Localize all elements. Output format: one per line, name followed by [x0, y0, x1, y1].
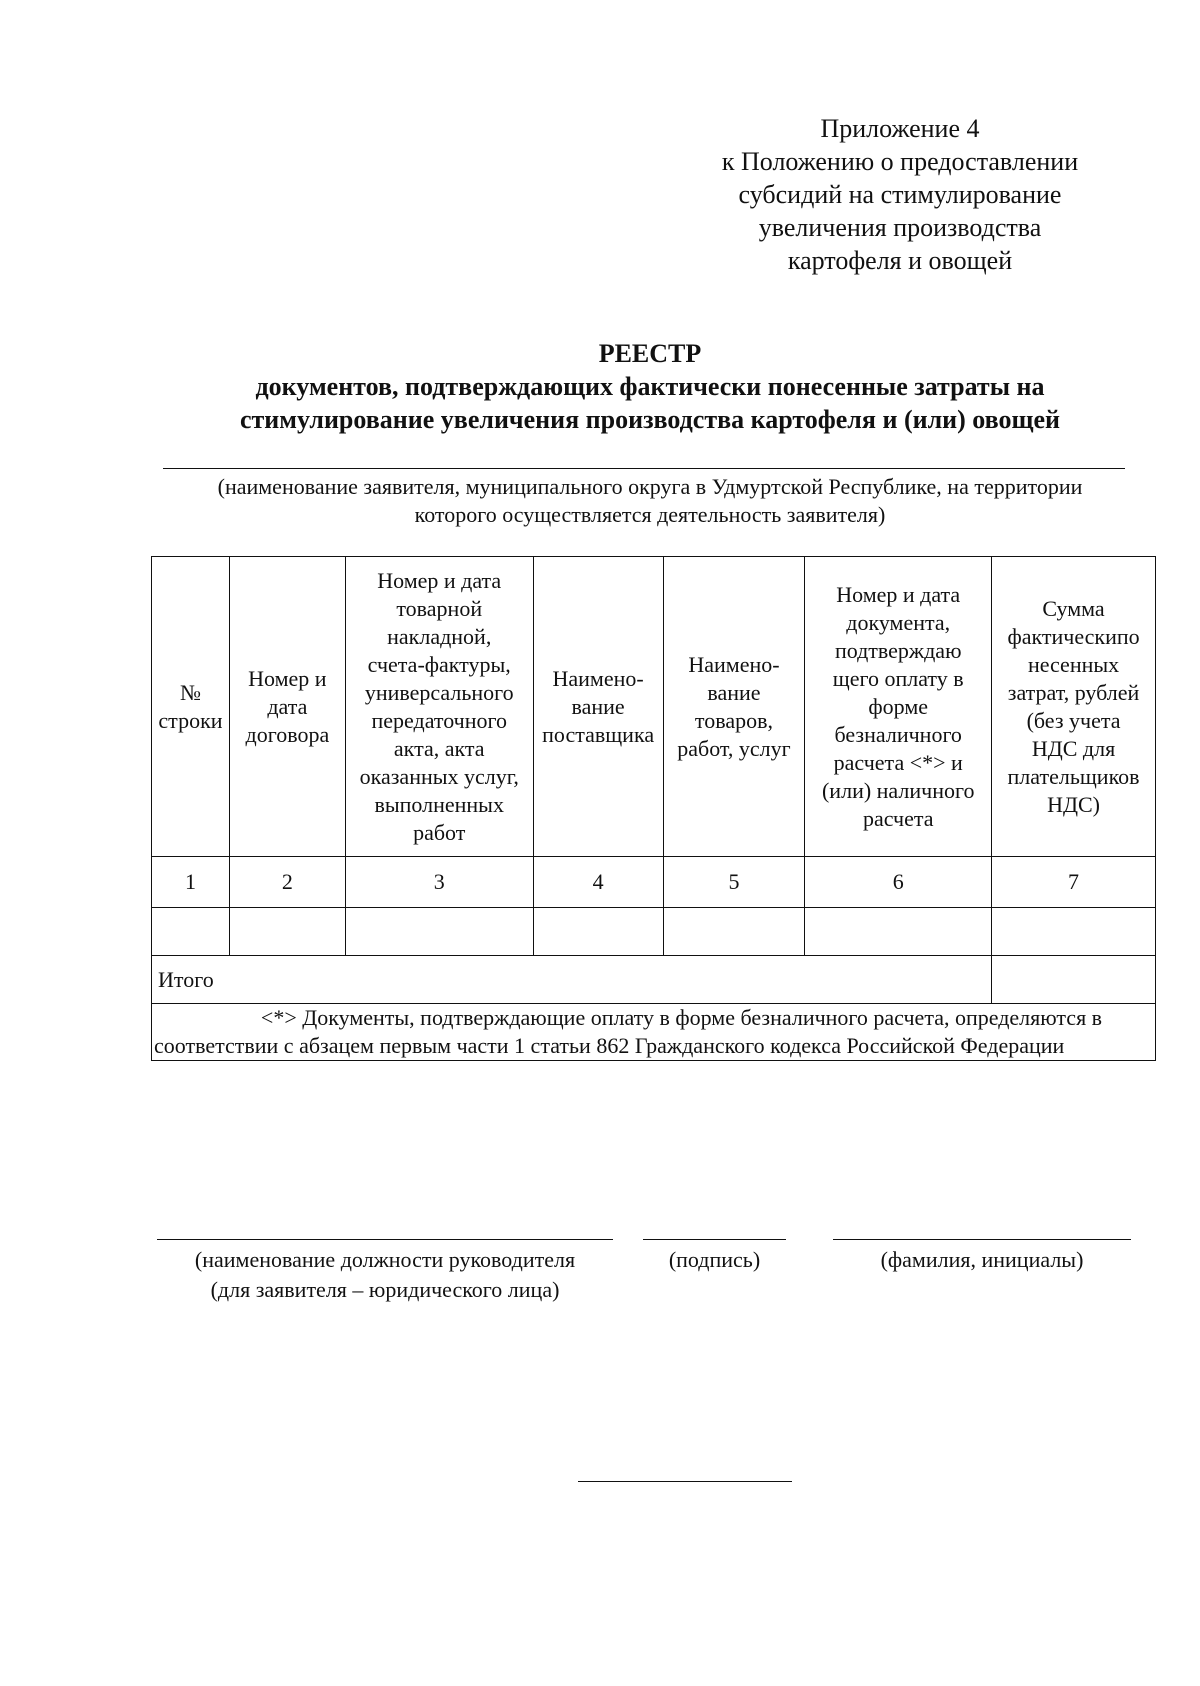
applicant-name-blank-line	[163, 468, 1125, 469]
header-text: оказанных услуг,	[359, 763, 519, 789]
footnote-cell	[152, 1004, 1156, 1061]
name-caption	[823, 1245, 1141, 1275]
header-text: форме	[868, 693, 929, 719]
header-text: универсального	[364, 679, 514, 705]
header-text: щего оплату в	[832, 665, 964, 691]
header-text: расчета	[862, 805, 934, 831]
header-text: акта, акта	[393, 735, 485, 761]
header-text: документа,	[846, 609, 951, 635]
header-text: (без учета	[1026, 707, 1121, 733]
column-number: 5	[663, 857, 805, 908]
position-caption-line: (для заявителя – юридического лица)	[210, 1277, 560, 1302]
registry-table	[151, 556, 1156, 1061]
table-cell	[992, 908, 1156, 956]
header-text: расчета <*> и	[833, 749, 963, 775]
header-text: безналичного	[834, 721, 962, 747]
header-text: выполненных	[374, 791, 504, 817]
total-label: Итого	[152, 956, 992, 1004]
title-line: документов, подтверждающих фактически понесенные затраты на	[255, 372, 1045, 401]
position-caption-line: (наименование должности руководителя	[194, 1247, 576, 1272]
header-text: затрат, рублей	[1007, 679, 1140, 705]
table-cell	[805, 908, 992, 956]
header-text: вание	[707, 679, 761, 705]
signature-caption-text: (подпись)	[668, 1247, 761, 1272]
appendix-reference	[690, 112, 1110, 277]
column-number-row	[152, 857, 1156, 908]
header-text: Сумма	[1042, 595, 1105, 621]
header-text: НДС)	[1047, 791, 1100, 817]
header-payment-document	[805, 557, 992, 857]
table-cell	[152, 908, 230, 956]
total-amount-cell	[992, 956, 1156, 1004]
position-caption	[140, 1245, 630, 1305]
header-text: счета-фактуры,	[367, 651, 511, 677]
name-blank-line	[833, 1239, 1131, 1240]
signature-caption	[633, 1245, 796, 1275]
table-cell	[229, 908, 345, 956]
appendix-line: субсидий на стимулирование	[738, 180, 1062, 209]
signature-blank-line	[643, 1239, 786, 1240]
header-text: Номер и дата	[377, 567, 502, 593]
applicant-caption-line: которого осуществляется деятельность заявителя)	[414, 502, 886, 527]
appendix-line: увеличения производства	[758, 213, 1042, 242]
header-text: вание	[571, 693, 625, 719]
total-row	[152, 956, 1156, 1004]
applicant-caption-line: (наименование заявителя, муниципального округа в Удмуртской Республике, на территории	[217, 474, 1083, 499]
header-text: товарной	[396, 595, 483, 621]
table-cell	[533, 908, 663, 956]
header-row	[152, 557, 1156, 857]
appendix-line: к Положению о предоставлении	[721, 147, 1079, 176]
header-text: накладной,	[387, 623, 492, 649]
title-line: стимулирование увеличения производства картофеля и (или) овощей	[240, 405, 1060, 434]
header-text: поставщика	[542, 721, 655, 747]
header-text: НДС для	[1031, 735, 1116, 761]
header-contract	[229, 557, 345, 857]
position-blank-line	[157, 1239, 613, 1240]
appendix-line: картофеля и овощей	[787, 246, 1013, 275]
column-number: 2	[229, 857, 345, 908]
footnote-row	[152, 1004, 1156, 1061]
header-text: передаточного	[371, 707, 507, 733]
column-number: 3	[345, 857, 533, 908]
header-text: товаров,	[694, 707, 773, 733]
column-number: 4	[533, 857, 663, 908]
header-goods	[663, 557, 805, 857]
title-heading: РЕЕСТР	[598, 339, 702, 368]
header-text: Наимено-	[552, 665, 644, 691]
bottom-separator-line	[578, 1481, 792, 1482]
column-number: 6	[805, 857, 992, 908]
header-text: дата	[267, 693, 308, 719]
document-title	[150, 337, 1150, 436]
table-row	[152, 908, 1156, 956]
table-cell	[663, 908, 805, 956]
applicant-caption	[150, 473, 1150, 529]
header-text: Наимено-	[688, 651, 780, 677]
appendix-line: Приложение 4	[820, 114, 980, 143]
header-text: Номер и	[248, 665, 327, 691]
header-invoice	[345, 557, 533, 857]
header-row-number	[152, 557, 230, 857]
header-text: договора	[245, 721, 330, 747]
header-text: (или) наличного	[821, 777, 975, 803]
header-text: работ	[413, 819, 466, 845]
header-text: плательщиков	[1007, 763, 1140, 789]
footnote-text: <*> Документы, подтверждающие оплату в форме безналичного расчета, определяются в соответствии с абзацем первым части 1 статьи 862 Гражданского кодекса Российской Федерации	[154, 1005, 1103, 1058]
header-text: подтверждаю	[834, 637, 962, 663]
header-text: Номер и дата	[836, 581, 961, 607]
header-amount	[992, 557, 1156, 857]
header-text: несенных	[1027, 651, 1120, 677]
header-text: фактическипо	[1007, 623, 1140, 649]
header-text: №	[179, 679, 201, 705]
column-number: 1	[152, 857, 230, 908]
name-caption-text: (фамилия, инициалы)	[880, 1247, 1084, 1272]
table-cell	[345, 908, 533, 956]
header-text: строки	[158, 707, 223, 733]
header-supplier	[533, 557, 663, 857]
column-number: 7	[992, 857, 1156, 908]
header-text: работ, услуг	[677, 735, 791, 761]
